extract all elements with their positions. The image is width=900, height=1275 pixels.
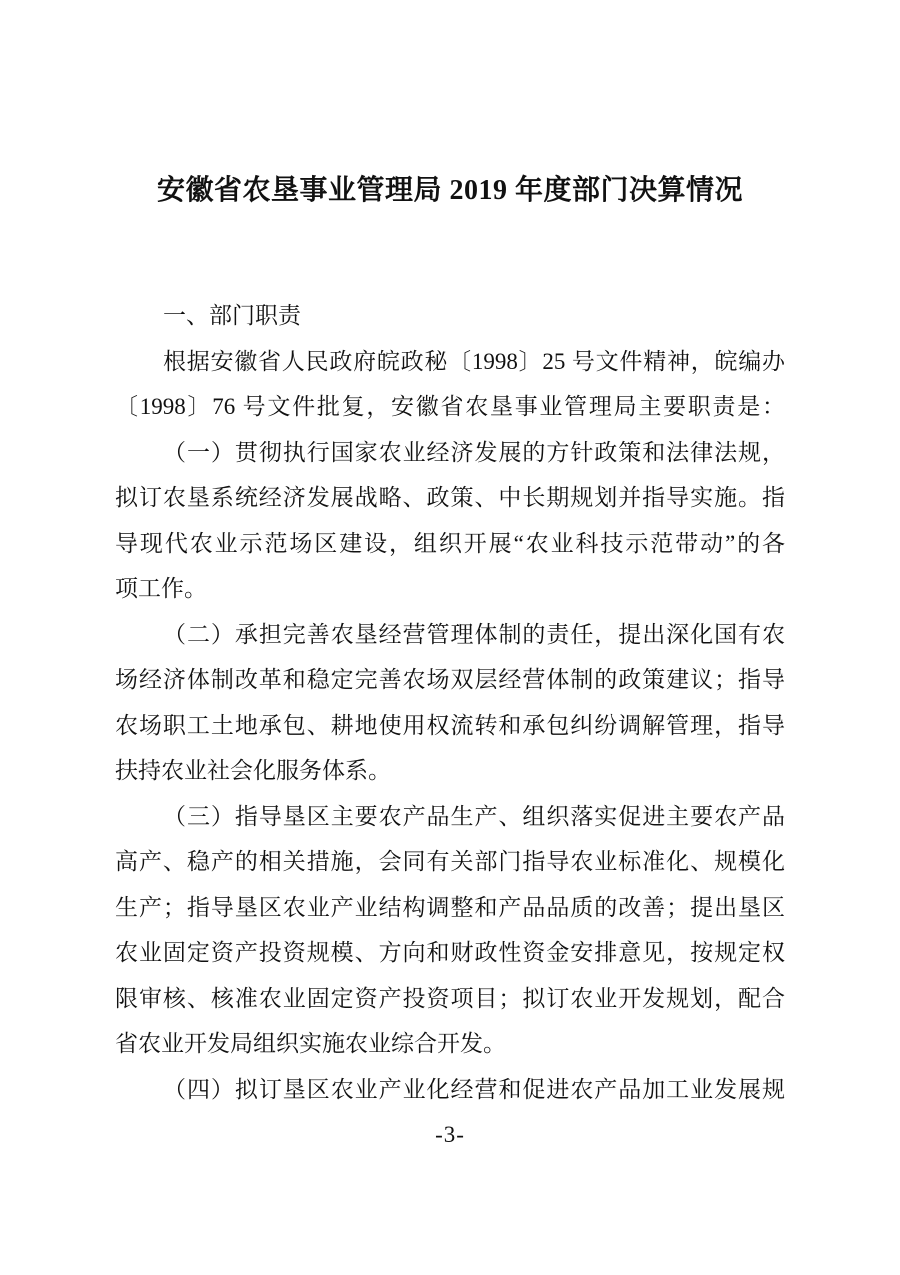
body-text: [115, 293, 785, 1112]
text-line: （二）承担完善农垦经营管理体制的责任，提出深化国有农: [163, 621, 785, 647]
text-line: 农业固定资产投资规模、方向和财政性资金安排意见，按规定权: [115, 940, 785, 965]
document-title: 安徽省农垦事业管理局 2019 年度部门决算情况: [156, 175, 743, 206]
text-line: （三）指导垦区主要农产品生产、组织落实促进主要农产品: [163, 803, 785, 829]
text-line: 根据安徽省人民政府皖政秘〔1998〕25 号文件精神，皖编办: [163, 348, 785, 374]
text-line: 〔1998〕76 号文件批复，安徽省农垦事业管理局主要职责是：: [115, 394, 785, 419]
text-line: 高产、稳产的相关措施，会同有关部门指导农业标准化、规模化: [115, 849, 785, 874]
text-line: 项工作。: [115, 576, 207, 601]
section-heading: 一、部门职责: [163, 303, 301, 328]
page-number: -3-: [435, 1122, 465, 1147]
text-line: （四）拟订垦区农业产业化经营和促进农产品加工业发展规: [163, 1076, 785, 1102]
text-line: 拟订农垦系统经济发展战略、政策、中长期规划并指导实施。指: [115, 485, 785, 510]
text-line: 农场职工土地承包、耕地使用权流转和承包纠纷调解管理，指导: [115, 712, 785, 738]
text-line: 导现代农业示范场区建设，组织开展“农业科技示范带动”的各: [115, 530, 785, 556]
text-line: 限审核、核准农业固定资产投资项目；拟订农业开发规划，配合: [115, 985, 785, 1011]
text-line: 省农业开发局组织实施农业综合开发。: [115, 1031, 506, 1056]
text-line: 场经济体制改革和稳定完善农场双层经营体制的政策建议；指导: [115, 667, 785, 692]
text-line: 生产；指导垦区农业产业结构调整和产品品质的改善；提出垦区: [115, 894, 785, 920]
text-line: 扶持农业社会化服务体系。: [115, 758, 391, 783]
text-line: （一）贯彻执行国家农业经济发展的方针政策和法律法规，: [163, 439, 785, 465]
